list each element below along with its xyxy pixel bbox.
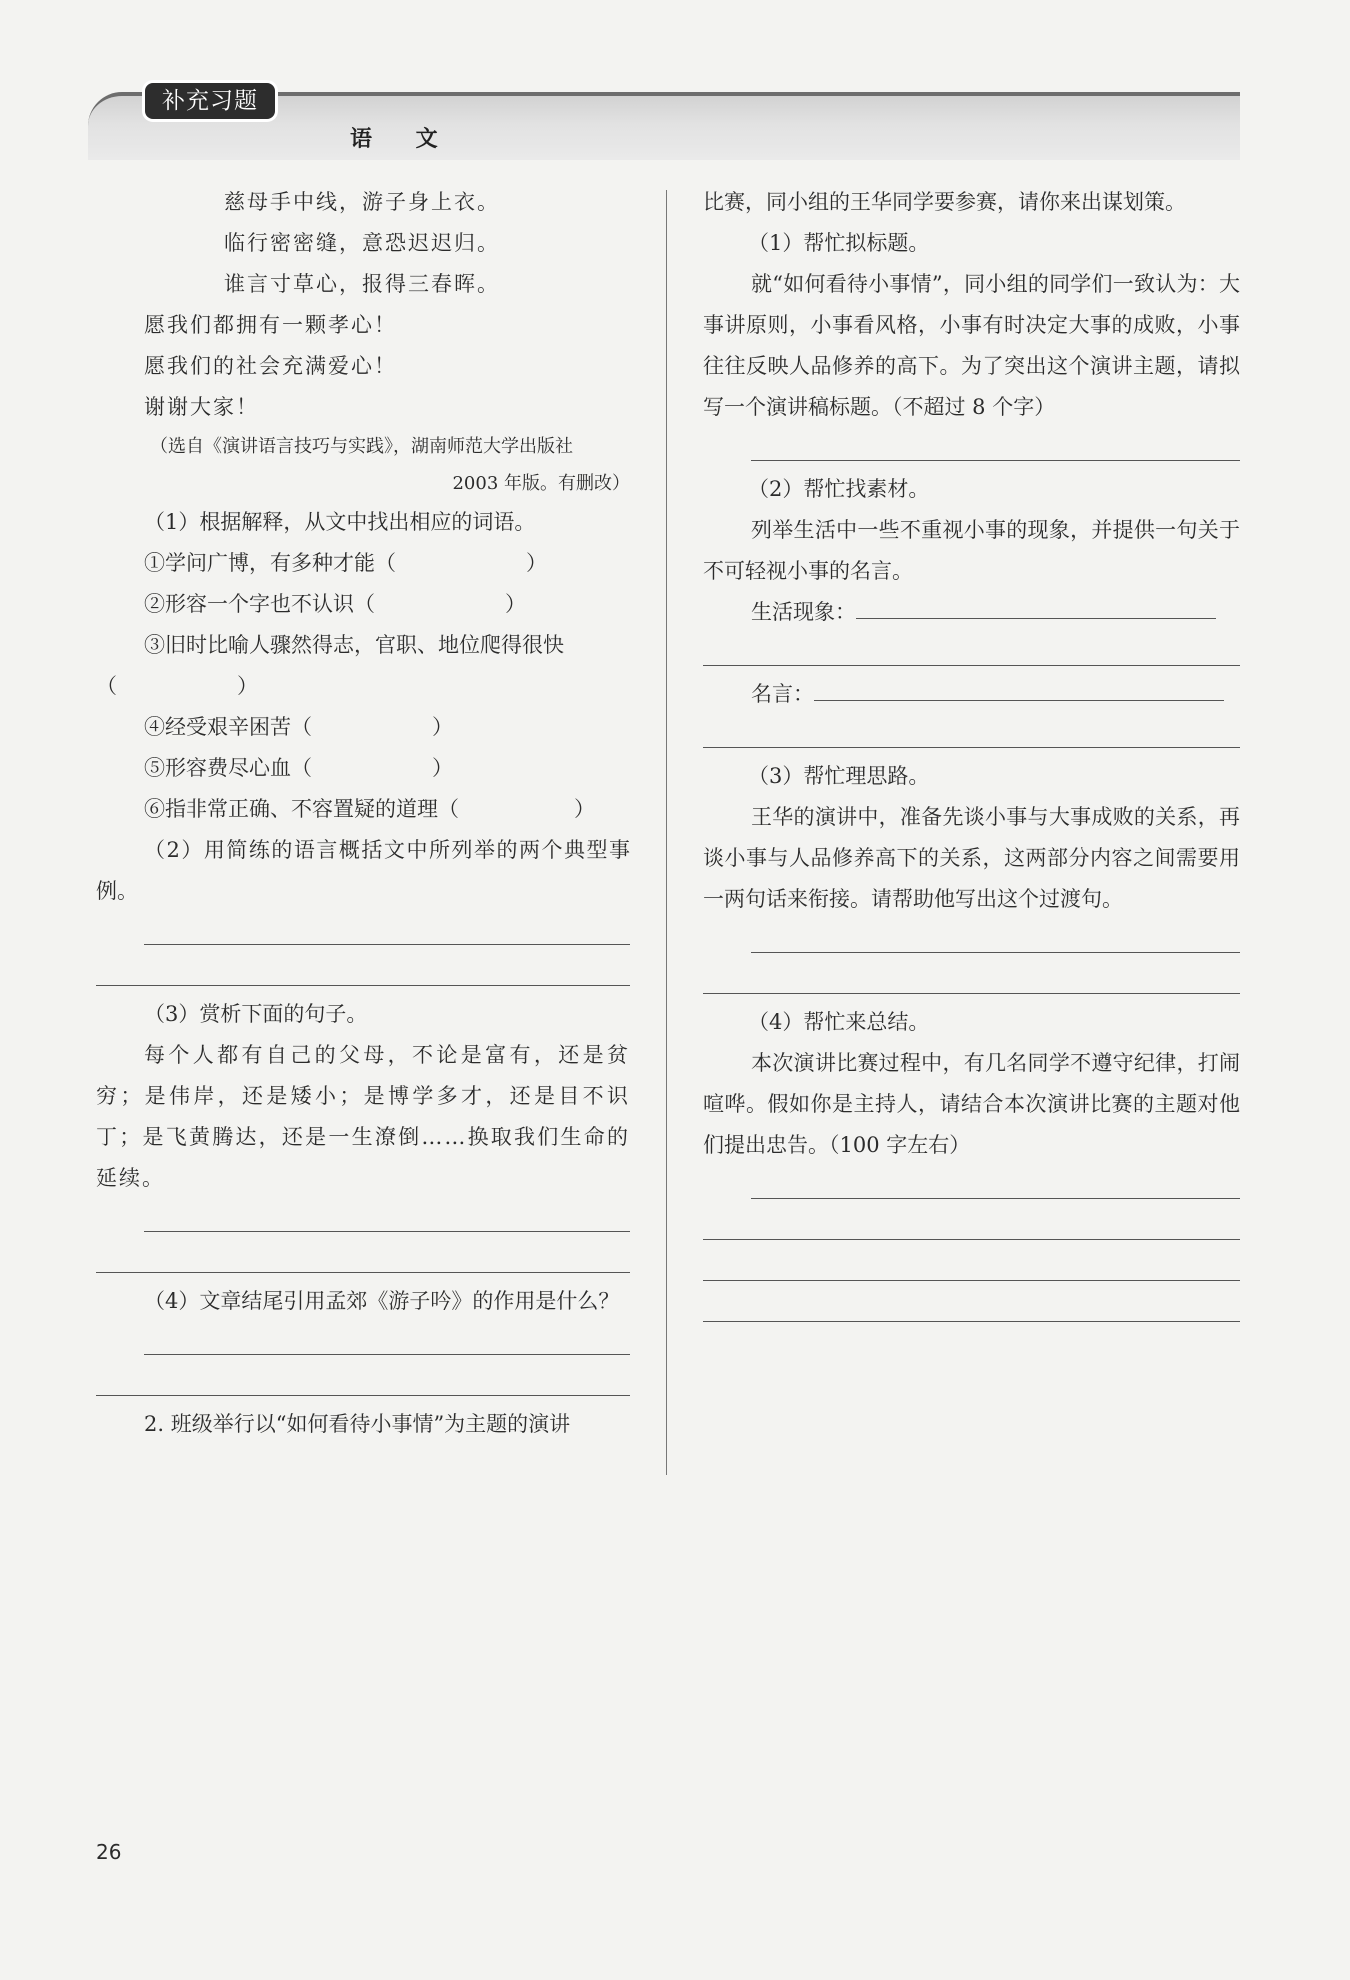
quote-label: 名言： bbox=[751, 682, 814, 706]
answer-blank[interactable] bbox=[814, 680, 1224, 701]
part-1-title: （1）帮忙拟标题。 bbox=[748, 231, 930, 255]
answer-line[interactable] bbox=[703, 1166, 1240, 1207]
q1-item-2: ②形容一个字也不认识（ ） bbox=[144, 592, 526, 616]
closing-line: 谢谢大家！ bbox=[144, 395, 259, 419]
q3-quote: 每个人都有自己的父母，不论是富有，还是贫穷；是伟岸，还是矮小；是博学多才，还是目不识丁；是飞黄腾达，还是一生潦倒……换取我们生命的延续。 bbox=[96, 1043, 630, 1190]
task-2-cont: 比赛，同小组的王华同学要参赛，请你来出谋划策。 bbox=[703, 190, 1186, 214]
closing-line: 愿我们的社会充满爱心！ bbox=[144, 354, 397, 378]
answer-line[interactable] bbox=[96, 1322, 630, 1363]
phenomenon-label: 生活现象： bbox=[751, 600, 856, 624]
part-2-title: （2）帮忙找素材。 bbox=[748, 477, 930, 501]
poem-line: 慈母手中线，游子身上衣。 bbox=[224, 190, 500, 214]
phenomenon-field bbox=[703, 592, 1240, 633]
poem-line: 谁言寸草心，报得三春晖。 bbox=[224, 272, 500, 296]
q1-item-3: ③旧时比喻人骤然得志，官职、地位爬得很快 bbox=[144, 633, 564, 657]
right-column bbox=[703, 182, 1240, 1330]
question-1: （1）根据解释，从文中找出相应的词语。 bbox=[144, 510, 536, 534]
part-4-text: 本次演讲比赛过程中，有几名同学不遵守纪律，打闹喧哗。假如你是主持人，请结合本次演讲比赛的主题对他们提出忠告。（100 字左右） bbox=[703, 1051, 1240, 1157]
section-tag: 补充习题 bbox=[145, 83, 275, 119]
answer-line[interactable] bbox=[96, 1199, 630, 1240]
task-2-intro: 2. 班级举行以“如何看待小事情”为主题的演讲 bbox=[144, 1412, 571, 1436]
column-divider bbox=[666, 190, 667, 1475]
answer-line[interactable] bbox=[703, 715, 1240, 756]
answer-line[interactable] bbox=[703, 1248, 1240, 1289]
source-citation-cont: 2003 年版。有删改） bbox=[452, 473, 630, 494]
part-4-title: （4）帮忙来总结。 bbox=[748, 1010, 930, 1034]
answer-line[interactable] bbox=[703, 920, 1240, 961]
answer-line[interactable] bbox=[703, 633, 1240, 674]
poem-line: 临行密密缝，意恐迟迟归。 bbox=[224, 231, 500, 255]
quote-field bbox=[703, 674, 1240, 715]
question-4: （4）文章结尾引用孟郊《游子吟》的作用是什么？ bbox=[144, 1289, 620, 1313]
answer-line[interactable] bbox=[96, 1363, 630, 1404]
answer-line[interactable] bbox=[96, 953, 630, 994]
part-1-text: 就“如何看待小事情”，同小组的同学们一致认为：大事讲原则，小事看风格，小事有时决定大事的成败，小事往往反映人品修养的高下。为了突出这个演讲主题，请拟写一个演讲稿标题。（不超过 8 个字） bbox=[703, 272, 1240, 419]
left-column bbox=[96, 182, 630, 1445]
answer-line[interactable] bbox=[703, 961, 1240, 1002]
closing-line: 愿我们都拥有一颗孝心！ bbox=[144, 313, 397, 337]
subject-title: 语 文 bbox=[350, 127, 456, 152]
q1-item-1: ①学问广博，有多种才能（ ） bbox=[144, 551, 547, 575]
answer-line[interactable] bbox=[96, 1240, 630, 1281]
q1-item-5: ⑤形容费尽心血（ ） bbox=[144, 756, 453, 780]
question-2: （2）用简练的语言概括文中所列举的两个典型事例。 bbox=[96, 838, 630, 903]
part-2-text: 列举生活中一些不重视小事的现象，并提供一句关于不可轻视小事的名言。 bbox=[703, 518, 1240, 583]
q1-item-3-cont: （ ） bbox=[96, 674, 258, 698]
part-3-title: （3）帮忙理思路。 bbox=[748, 764, 930, 788]
answer-line[interactable] bbox=[703, 1289, 1240, 1330]
answer-line[interactable] bbox=[703, 1207, 1240, 1248]
q1-item-4: ④经受艰辛困苦（ ） bbox=[144, 715, 453, 739]
part-3-text: 王华的演讲中，准备先谈小事与大事成败的关系，再谈小事与人品修养高下的关系，这两部分内容之间需要用一两句话来衔接。请帮助他写出这个过渡句。 bbox=[703, 805, 1240, 911]
answer-line[interactable] bbox=[703, 428, 1240, 469]
source-citation: （选自《演讲语言技巧与实践》，湖南师范大学出版社 bbox=[150, 436, 573, 457]
answer-line[interactable] bbox=[96, 912, 630, 953]
answer-blank[interactable] bbox=[856, 598, 1216, 619]
question-3: （3）赏析下面的句子。 bbox=[144, 1002, 368, 1026]
page-number: 26 bbox=[96, 1840, 122, 1864]
q1-item-6: ⑥指非常正确、不容置疑的道理（ ） bbox=[144, 797, 595, 821]
